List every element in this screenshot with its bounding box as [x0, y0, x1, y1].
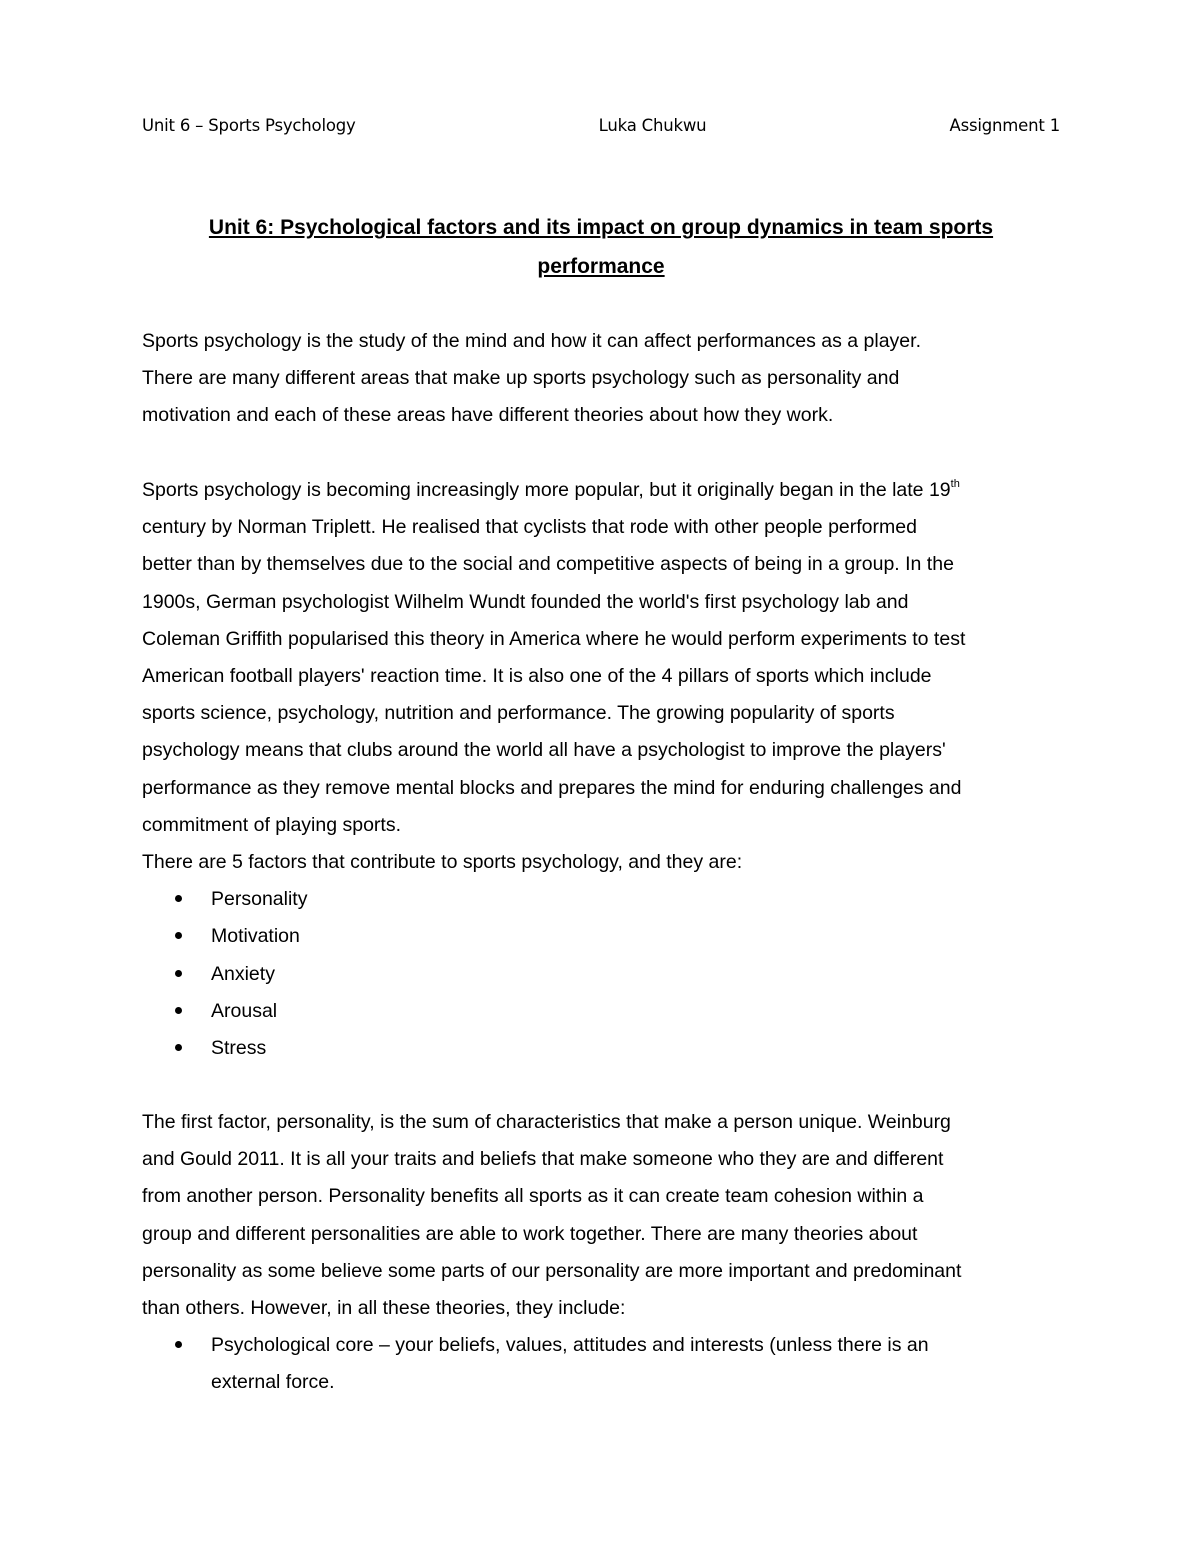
- text-line: personality as some believe some parts of our personality are more important and predominant: [142, 1259, 962, 1282]
- header-assignment: Assignment 1: [949, 116, 1060, 135]
- document-title: [142, 208, 1060, 286]
- list-item-text: Stress: [211, 1037, 267, 1060]
- text-line: century by Norman Triplett. He realised that cyclists that rode with other people performed: [142, 516, 917, 539]
- intro-paragraph: [142, 323, 1067, 435]
- text-line: Sports psychology is the study of the mind and how it can affect performances as a player.: [142, 330, 921, 352]
- list-item-text: Anxiety: [211, 962, 275, 985]
- text-line: performance as they remove mental blocks and prepares the mind for enduring challenges and: [142, 776, 962, 799]
- page-header: [142, 116, 1060, 135]
- text-line: better than by themselves due to the social and competitive aspects of being in a group. In the: [142, 553, 954, 576]
- personality-paragraph: [142, 1104, 1067, 1402]
- text-line: American football players' reaction time. It is also one of the 4 pillars of sports which include: [142, 665, 932, 688]
- list-item: [142, 1030, 1067, 1067]
- bullet-icon: [175, 1044, 182, 1051]
- list-item-text: Personality: [211, 888, 308, 911]
- list-item: [142, 881, 1067, 918]
- text-line: than others. However, in all these theories, they include:: [142, 1297, 626, 1320]
- list-item: [142, 1327, 1067, 1401]
- text-line: [142, 472, 1067, 509]
- text-line: motivation and each of these areas have different theories about how they work.: [142, 404, 834, 427]
- list-item: [142, 956, 1067, 993]
- text-line: There are 5 factors that contribute to sports psychology, and they are:: [142, 851, 743, 874]
- text-line: and Gould 2011. It is all your traits and beliefs that make someone who they are and different: [142, 1148, 944, 1171]
- list-item-text: Psychological core – your beliefs, values, attitudes and interests (unless there is an: [211, 1334, 929, 1357]
- header-unit: Unit 6 – Sports Psychology: [142, 116, 356, 135]
- bullet-icon: [175, 1341, 182, 1348]
- list-item-text: external force.: [211, 1371, 335, 1394]
- list-item-text: Motivation: [211, 925, 300, 948]
- text-line: psychology means that clubs around the world all have a psychologist to improve the players': [142, 739, 946, 762]
- text-run: Sports psychology is becoming increasingly more popular, but it originally began in the late 19: [142, 479, 951, 501]
- text-line: Coleman Griffith popularised this theory in America where he would perform experiments to test: [142, 627, 966, 650]
- text-line: sports science, psychology, nutrition and performance. The growing popularity of sports: [142, 702, 895, 725]
- bullet-icon: [175, 932, 182, 939]
- list-item-text: Arousal: [211, 999, 278, 1022]
- text-line: group and different personalities are able to work together. There are many theories about: [142, 1222, 918, 1245]
- text-line: 1900s, German psychologist Wilhelm Wundt founded the world's first psychology lab and: [142, 590, 909, 613]
- bullet-icon: [175, 1007, 182, 1014]
- list-item: [142, 918, 1067, 955]
- history-paragraph: [142, 472, 1067, 1067]
- title-line: performance: [537, 255, 665, 278]
- header-author: Luka Chukwu: [598, 116, 707, 135]
- superscript: th: [950, 478, 960, 490]
- bullet-icon: [175, 895, 182, 902]
- personality-list: [142, 1327, 1067, 1401]
- title-line: Unit 6: Psychological factors and its impact on group dynamics in team sports: [208, 216, 994, 239]
- text-line: There are many different areas that make up sports psychology such as personality and: [142, 367, 900, 390]
- factors-list: [142, 881, 1067, 1067]
- bullet-icon: [175, 970, 182, 977]
- text-line: commitment of playing sports.: [142, 813, 402, 836]
- text-line: from another person. Personality benefits all sports as it can create team cohesion within a: [142, 1185, 924, 1208]
- text-line: The first factor, personality, is the sum of characteristics that make a person unique. Weinburg: [142, 1111, 951, 1133]
- list-item: [142, 993, 1067, 1030]
